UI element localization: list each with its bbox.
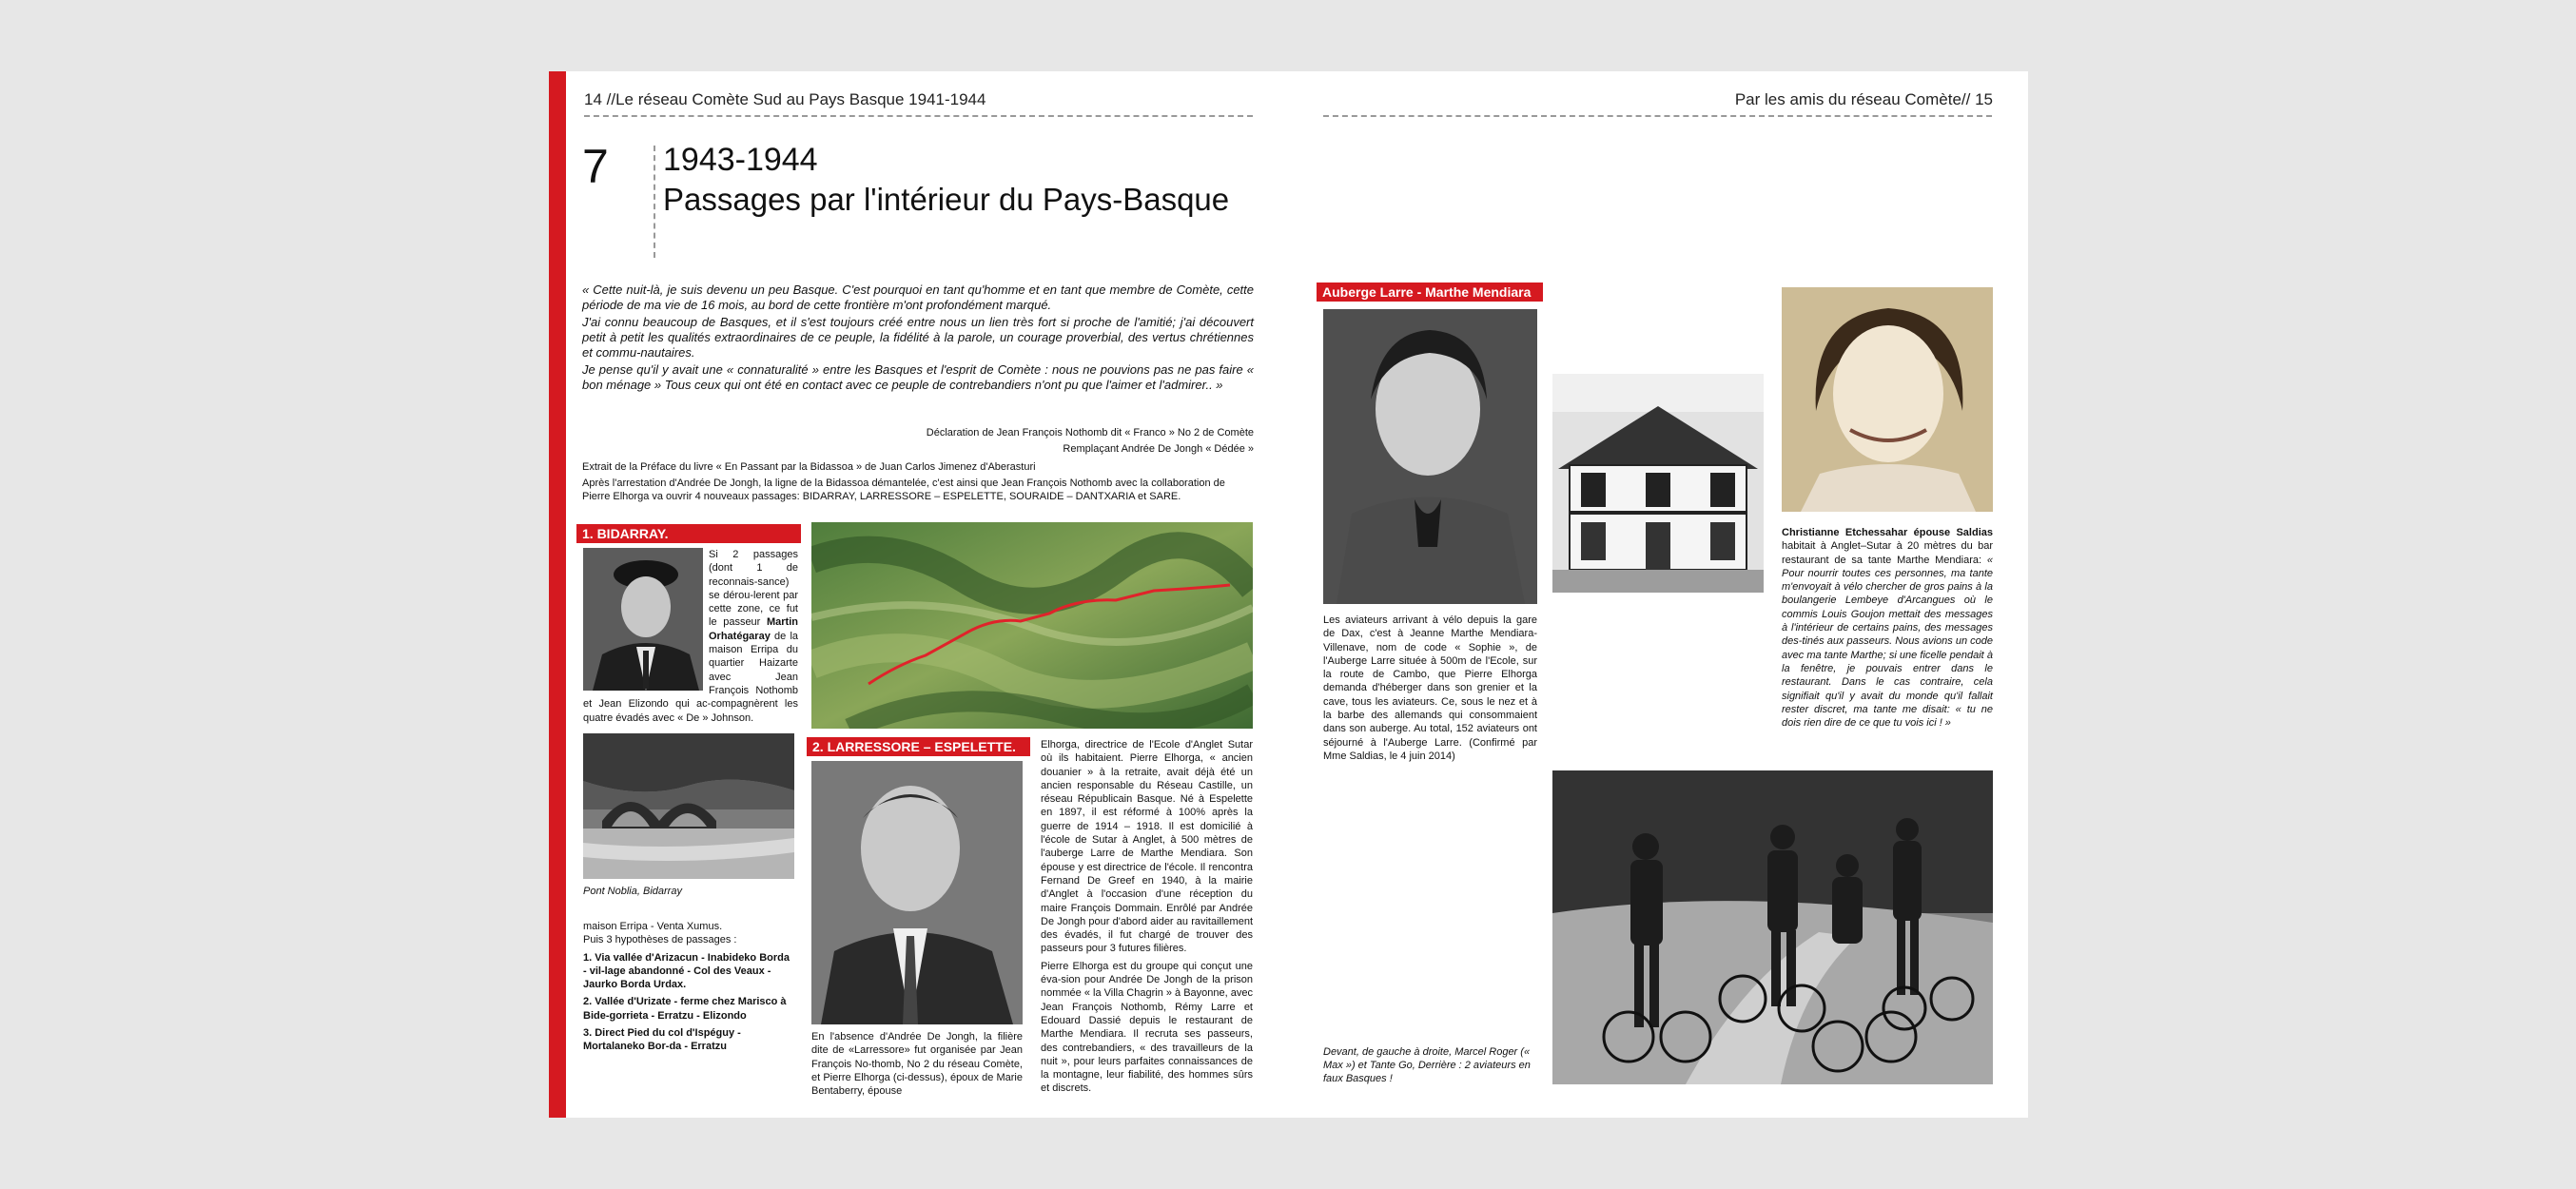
- passeur-name: Martin Orhatégaray: [709, 616, 798, 642]
- elhorga-paragraph: Pierre Elhorga est du groupe qui conçut une éva-sion pour Andrée De Jongh de la prison nommée « la Villa Chagrin » à Bayonne, avec Jean François Nothomb, Rémy Larre et Edouard Dassié depuis le restaurant de Marthe Mendiara. Il recruta ses passeurs, des contrebandiers, « des travailleurs de la nuit », pour leurs parfaites connaissances de la montagne, leur fiabilité, des hommes sûrs et discrets.: [1041, 960, 1253, 1095]
- section-heading-larressore: 2. LARRESSORE – ESPELETTE.: [807, 737, 1030, 756]
- chapter-years: 1943-1944: [663, 142, 818, 178]
- photo-marthe-mendiara: [1323, 309, 1537, 604]
- title-divider: [654, 146, 655, 258]
- quote-attribution: [856, 425, 1254, 458]
- bidarray-text-b: de la maison Erripa du quartier Haizarte avec Jean François Nothomb et Jean Elizondo qui ac-compagnèrent les quatre évadés avec « De » Johnson.: [583, 630, 799, 724]
- intro-text: [582, 460, 1254, 506]
- photo-auberge-larre: [1552, 374, 1764, 593]
- photo-pont-noblia: [583, 733, 794, 879]
- bridge-caption: Pont Noblia, Bidarray: [583, 886, 682, 897]
- page-header-right: Par les amis du réseau Comète// 15: [1734, 90, 1993, 108]
- group-photo-caption: Devant, de gauche à droite, Marcel Roger (« Max ») et Tante Go, Derrière : 2 aviateurs en faux Basques !: [1323, 1046, 1531, 1084]
- list-item: 3. Direct Pied du col d'Ispéguy - Mortalaneko Bor-da - Erratzu: [583, 1027, 741, 1053]
- header-divider-left: [584, 115, 1253, 117]
- intro-paragraph: Après l'arrestation d'Andrée De Jongh, la ligne de la Bidassoa démantelée, c'est ainsi que Jean François Nothomb avec la collaboration de Pierre Elhorga va ouvrir 4 nouveaux passages: BIDARRAY, LARRESSORE – ESPELETTE, SOURAIDE – DANTXARIA et SARE.: [582, 478, 1225, 502]
- attribution-line: Déclaration de Jean François Nothomb dit « Franco » No 2 de Comète: [926, 427, 1254, 439]
- bidarray-text-a: Si 2 passages (dont 1 de reconnais-sance) se dérou-lerent par cette zone, ce fut le passeur: [709, 549, 798, 629]
- quote-paragraph: J'ai connu beaucoup de Basques, et il s'est toujours créé entre nous un lien très fort si proche de l'amitié; j'ai découvert petit à petit les qualités extraordinaires de ce peuple, la fidélité à la parole, un courage proverbial, des vertus chrétiennes et commu-nautaires.: [582, 315, 1254, 360]
- christianne-intro: habitait à Anglet–Sutar à 20 mètres du bar restaurant de sa tante Marthe Mendiara:: [1782, 540, 1993, 566]
- chapter-title: Passages par l'intérieur du Pays-Basque: [663, 182, 1230, 217]
- list-item: 2. Vallée d'Urizate - ferme chez Marisco à Bide-gorrieta - Erratzu - Elizondo: [583, 996, 787, 1022]
- larressore-left-text: En l'absence d'Andrée De Jongh, la filière dite de «Larressore» fut organisée par Jean François No-thomb, No 2 du réseau Comète, et Pierre Elhorga (ci-dessus), époux de Marie Bentaberry, épouse: [811, 1031, 1023, 1098]
- bidarray-text: [583, 548, 798, 725]
- passage-hypotheses: [583, 920, 794, 1054]
- quote-paragraph: Je pense qu'il y avait une « connaturalité » entre les Basques et l'esprit de Comète : nous ne pouvions pas ne pas faire « bon ménage » Tous ceux qui ont été en contact avec ce peuple de contrebandiers n'ont pu que l'aimer et l'admirer.. »: [582, 362, 1254, 392]
- list-item: 1. Via vallée d'Arizacun - Inabideko Borda - vil-lage abandonné - Col des Veaux - Jaurko Borda Urdax.: [583, 951, 790, 991]
- elhorga-paragraph: Elhorga, directrice de l'Ecole d'Anglet Sutar où ils habitaient. Pierre Elhorga, « ancien douanier » à la retraite, avait déjà été un ancien responsable du Réseau Castille, un réseau Républicain Basque. Né à Espelette en 1897, il est réformé à 100% après la guerre de 1914 – 1918. Il est domicilié à l'école de Sutar à Anglet, à 500 mètres de l'auberge Larre de Marthe Mendiara. Son épouse y est directrice de l'école. Il rencontra Fernand De Greef en 1940, à la mairie d'Anglet à l'occasion d'une réception du maire François Dommain. Enrôlé par Andrée De Jongh pour d'abord aider au ravitaillement des évadés, il fut chargé de trouver des passeurs pour 3 futures filières.: [1041, 739, 1253, 955]
- photo-pierre-elhorga: [811, 761, 1023, 1024]
- list-intro: maison Erripa - Venta Xumus.: [583, 921, 723, 932]
- red-margin-bar: [549, 71, 566, 1118]
- larressore-right-text: [1041, 738, 1253, 1100]
- intro-source: Extrait de la Préface du livre « En Passant par la Bidassoa » de Juan Carlos Jimenez d'Aberasturi: [582, 461, 1036, 473]
- christianne-name: Christianne Etchessahar épouse Saldias: [1782, 527, 1993, 538]
- preface-quote: [582, 283, 1254, 395]
- aerial-route-map: [811, 522, 1253, 729]
- quote-paragraph: « Cette nuit-là, je suis devenu un peu Basque. C'est pourquoi en tant qu'homme et en tant que membre de Comète, cette période de ma vie de 16 mois, au bord de cette frontière m'ont profondément marqué.: [582, 283, 1254, 312]
- page-header-left: 14 //Le réseau Comète Sud au Pays Basque 1941-1944: [584, 90, 986, 108]
- auberge-text: Les aviateurs arrivant à vélo depuis la gare de Dax, c'est à Jeanne Marthe Mendiara-Villenave, nom de code « Sophie », de l'Auberge Larre située à 500m de l'Ecole, sur la route de Cambo, que Pierre Elhorga demanda d'héberger dans son grenier et la cave, tous les aviateurs. Ce, sous le nez et à la barbe des allemands qui consommaient dans son auberge. Au total, 152 aviateurs ont séjourné à l'Auberge Larre. (Confirmé par Mme Saldias, le 4 juin 2014): [1323, 614, 1537, 762]
- christianne-quote: « Pour nourrir toutes ces personnes, ma tante m'envoyait à vélo chercher de gros pains à la boulangerie Lembeye d'Arcangues où le commis Louis Goujon mettait des messages à l'intérieur de certains pains, des messages des-tinés aux passeurs. Nous avions un code avec ma tante Marthe; si une ficelle pendait à la fenêtre, je pouvais entrer dans le restaurant. Dans le cas contraire, cela signifiait qu'il y avait du monde qu'il fallait rester discret, ma tante me disait: « tu ne dois rien dire de ce que tu vois ici ! »: [1782, 554, 1993, 730]
- christianne-text: [1782, 526, 1993, 730]
- list-title: Puis 3 hypothèses de passages :: [583, 934, 737, 946]
- section-heading-bidarray: 1. BIDARRAY.: [576, 524, 801, 543]
- photo-christianne-etchessahar: [1782, 287, 1993, 512]
- header-divider-right: [1323, 115, 1992, 117]
- attribution-line: Remplaçant Andrée De Jongh « Dédée »: [1063, 443, 1254, 455]
- auberge-heading: Auberge Larre - Marthe Mendiara: [1317, 283, 1543, 302]
- chapter-number: 7: [582, 140, 609, 193]
- photo-group-with-bicycles: [1552, 770, 1993, 1084]
